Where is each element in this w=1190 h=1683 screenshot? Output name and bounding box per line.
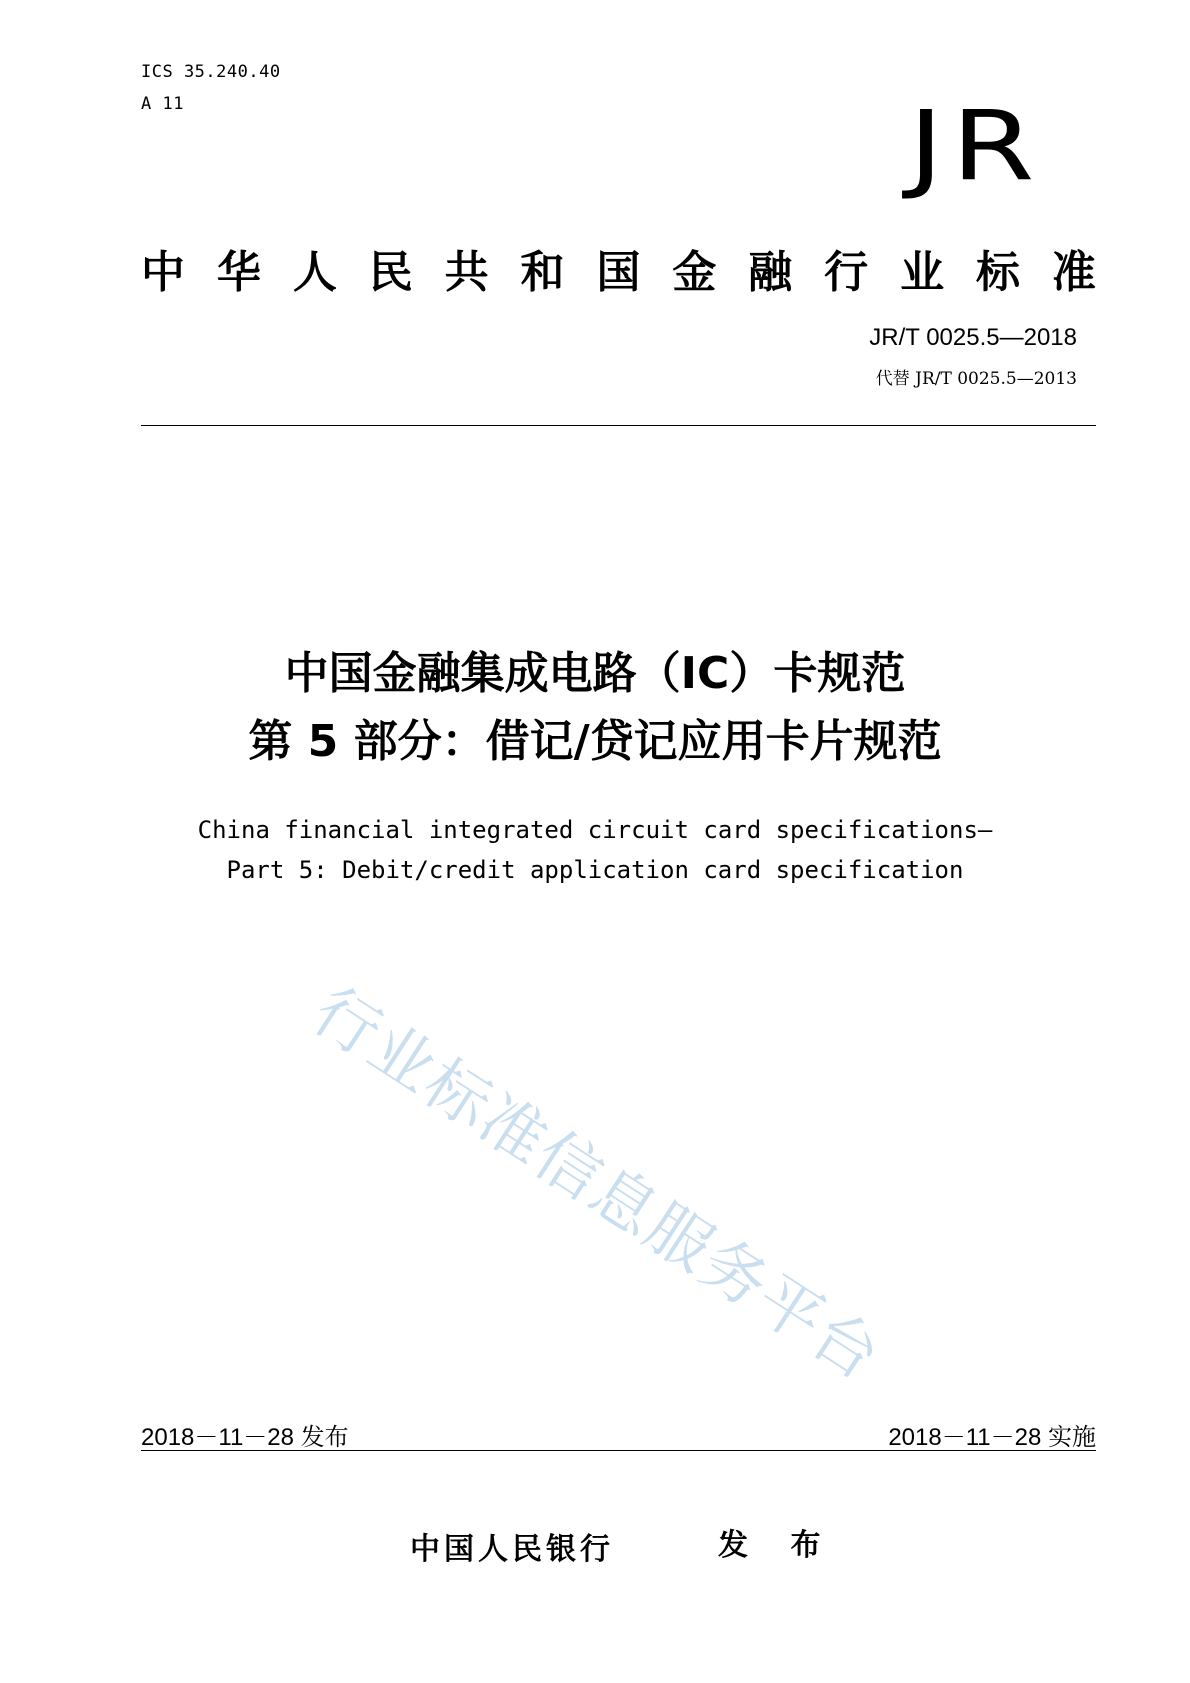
category-char: 中 (141, 247, 185, 298)
publish-label: 发 布 (718, 1528, 837, 1563)
english-title-line-2: Part 5: Debit/credit application card specification (226, 856, 964, 884)
category-char: 华 (216, 247, 261, 298)
category-char: 国 (596, 247, 641, 298)
chinese-title-line-2: 第 5 部分：借记/贷记应用卡片规范 (248, 716, 942, 767)
chinese-title-line-1: 中国金融集成电路（IC）卡规范 (284, 648, 906, 699)
standard-number: JR/T 0025.5—2018 (869, 324, 1077, 351)
category-char: 业 (900, 247, 945, 298)
category-char: 金 (672, 247, 717, 298)
category-char: 人 (292, 247, 337, 298)
category-char: 民 (368, 247, 413, 298)
category-char: 和 (520, 247, 565, 298)
ics-code: ICS 35.240.40 (141, 62, 281, 82)
issue-date: 2018－11－28 发布 (141, 1424, 349, 1451)
watermark: 行业标准信息服务平台 (299, 974, 894, 1396)
issuing-authority: 中国人民银行 (410, 1532, 614, 1567)
implementation-date: 2018－11－28 实施 (888, 1424, 1096, 1451)
ccs-code: A 11 (141, 94, 184, 114)
replaces-standard: 代替 JR/T 0025.5—2013 (875, 369, 1077, 389)
header-divider (141, 425, 1096, 426)
category-char: 融 (748, 247, 793, 298)
category-char: 行 (824, 247, 869, 298)
jr-logo: JR (908, 90, 1042, 202)
category-char: 共 (444, 247, 489, 298)
category-char: 准 (1051, 247, 1096, 298)
english-title-line-1: China financial integrated circuit card specifications— (197, 816, 993, 844)
standard-category-title (141, 236, 1096, 300)
footer-divider (141, 1450, 1096, 1451)
category-char: 标 (975, 247, 1020, 298)
